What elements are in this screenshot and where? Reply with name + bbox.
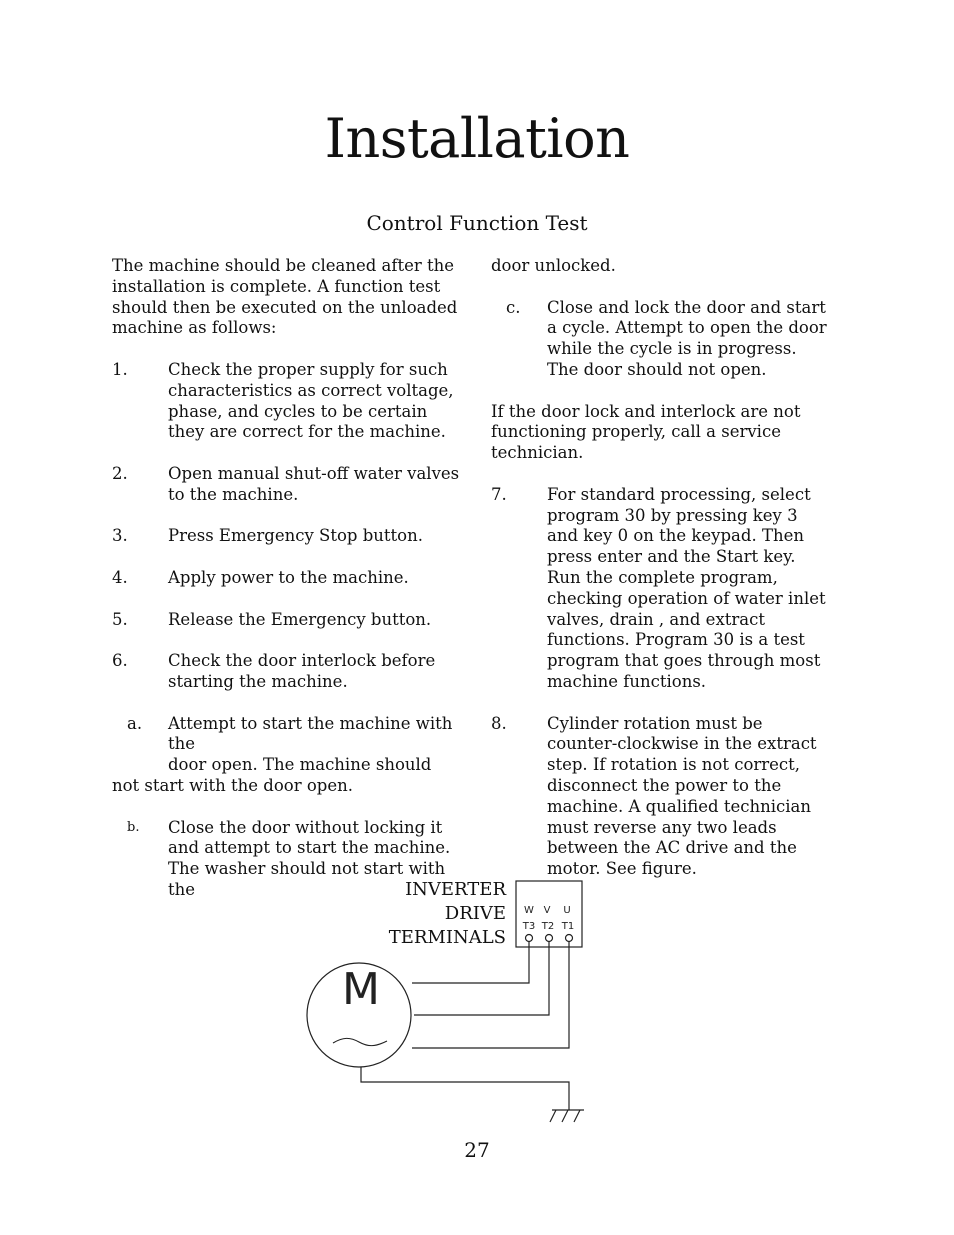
item-number: 2. xyxy=(112,463,128,483)
terminal-label-t1: T1 xyxy=(561,921,575,932)
list-item xyxy=(112,464,464,506)
terminal-block xyxy=(516,881,582,947)
wire-t2 xyxy=(414,942,549,1015)
left-column xyxy=(112,256,464,901)
list-item xyxy=(491,485,831,693)
right-column xyxy=(491,256,831,880)
motor-tilde-symbol xyxy=(333,1038,387,1045)
item-number: 8. xyxy=(491,713,507,733)
list-item xyxy=(491,714,831,880)
item-text: Open manual shut-off water valves to the machine. xyxy=(168,463,460,504)
item-number: 4. xyxy=(112,567,128,587)
list-item xyxy=(112,568,464,589)
sub-item-letter: a. xyxy=(127,713,143,733)
inverter-label-line: INVERTER xyxy=(405,879,506,900)
list-item xyxy=(112,610,464,631)
terminal-label-u: U xyxy=(563,905,571,916)
ground-hatch xyxy=(550,1110,556,1122)
terminal-v xyxy=(546,935,553,942)
terminal-w xyxy=(526,935,533,942)
sub-item-text: not start with the door open. xyxy=(112,775,353,795)
terminal-label-t3: T3 xyxy=(522,921,536,932)
note-paragraph: If the door lock and interlock are not functioning properly, call a service technician. xyxy=(491,401,801,463)
list-item xyxy=(112,360,464,443)
item-text: Check the door interlock before starting the machine. xyxy=(168,651,436,691)
sub-item-text: Attempt to start the machine with the xyxy=(168,713,453,754)
ground-hatch xyxy=(574,1110,580,1122)
motor-label: M xyxy=(342,964,380,1015)
item-text: Release the Emergency button. xyxy=(168,609,432,629)
terminal-label-v: V xyxy=(543,905,551,916)
item-number: 6. xyxy=(112,651,128,671)
item-text: Check the proper supply for such characteristics as correct voltage, phase, and cycles to be certain they are correct for the machine. xyxy=(168,359,454,442)
terminal-label-w: W xyxy=(524,905,534,916)
item-number: 1. xyxy=(112,359,128,379)
item-text: For standard processing, select program 30 by pressing key 3 and key 0 on the keypad. Then press enter and the Start key. Run the complete program, checking operation of water inlet valves, drain , and extract functions. Program 30 is a test program that goes through most machine functions. xyxy=(547,484,826,691)
item-number: 3. xyxy=(112,526,128,546)
sub-item-text: door open. The machine should xyxy=(168,755,432,775)
continued-text: door unlocked. xyxy=(491,256,616,275)
sub-item-c xyxy=(491,298,831,381)
inverter-label xyxy=(389,878,506,950)
item-text: Apply power to the machine. xyxy=(168,567,409,587)
wire-t1 xyxy=(412,942,569,1048)
inverter-label-line: DRIVE xyxy=(444,903,506,924)
sub-item-text: Close the door without locking it and attempt to start the machine. The washer should not start with the xyxy=(168,817,451,899)
list-item xyxy=(112,526,464,547)
ground-wire xyxy=(361,1067,569,1110)
sub-item-letter: b. xyxy=(127,819,140,835)
ground-hatch xyxy=(562,1110,568,1122)
page-number: 27 xyxy=(464,1138,490,1162)
intro-paragraph: The machine should be cleaned after the installation is complete. A function test should then be executed on the unloaded machine as follows: xyxy=(112,256,458,338)
list-item xyxy=(112,651,464,693)
section-subtitle: Control Function Test xyxy=(366,211,588,235)
motor-circle xyxy=(307,963,411,1067)
sub-item-text: Close and lock the door and start a cycle. Attempt to open the door while the cycle is in progress. The door should not open. xyxy=(547,297,827,379)
inverter-label-line: TERMINALS xyxy=(388,927,506,948)
item-number: 5. xyxy=(112,609,128,629)
item-text: Cylinder rotation must be counter-clockwise in the extract step. If rotation is not correct, disconnect the power to the machine. A qualified technician must reverse any two leads between the AC drive and the motor. See figure. xyxy=(547,713,817,879)
item-text: Press Emergency Stop button. xyxy=(168,526,423,546)
terminal-u xyxy=(566,935,573,942)
page-title: Installation xyxy=(324,107,630,170)
sub-item-a xyxy=(112,714,464,797)
item-number: 7. xyxy=(491,484,507,504)
terminal-label-t2: T2 xyxy=(541,921,555,932)
sub-item-letter: c. xyxy=(506,297,521,317)
